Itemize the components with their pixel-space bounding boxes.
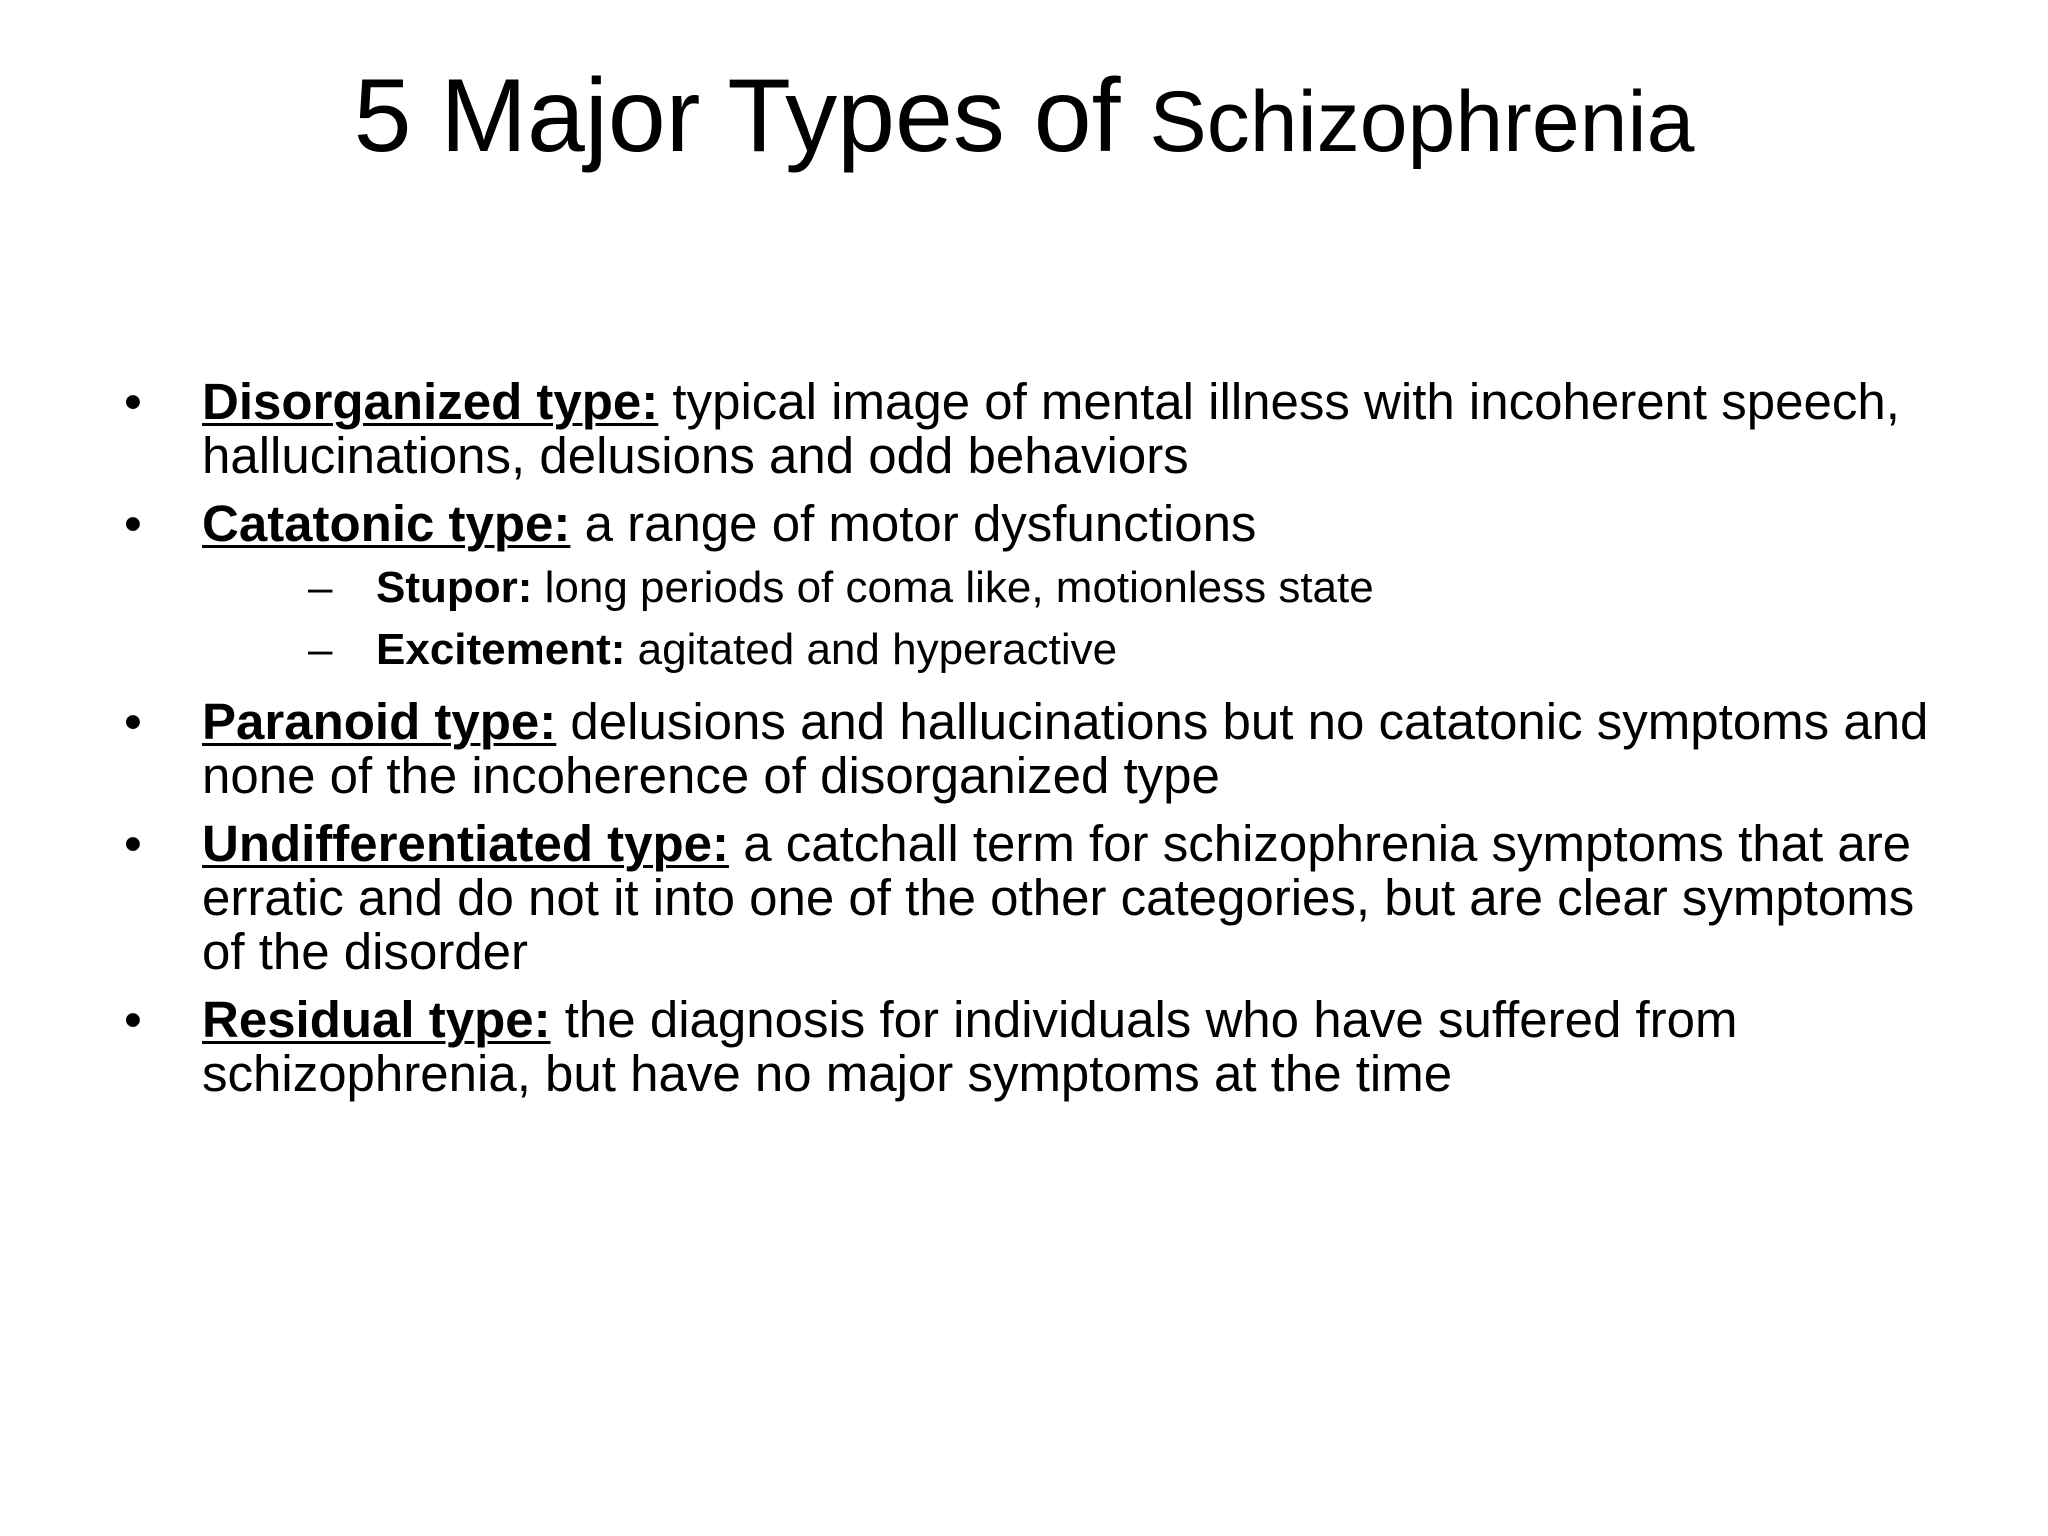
bullet-text: delusions and hallucinations but no catatonic symptoms and none of the incoherence of disorganized type [202, 693, 1929, 804]
bullet-term: Undifferentiated type: [202, 815, 730, 872]
bullet-text: typical image of mental illness with incoherent speech, hallucinations, delusions and odd behaviors [202, 373, 1900, 484]
bullet-term: Disorganized type: [202, 373, 659, 430]
sub-term: Stupor: [376, 563, 533, 612]
bullet-term: Paranoid type: [202, 693, 557, 750]
bullet-text: the diagnosis for individuals who have suffered from schizophrenia, but have no major symptoms at the time [202, 991, 1738, 1102]
slide-title-main: 5 Major Types of [353, 58, 1121, 174]
bullet-item-disorganized [118, 375, 1948, 483]
slide-title [0, 52, 2048, 186]
dash-marker: – [308, 625, 333, 674]
bullet-dot: • [124, 373, 142, 430]
bullet-text: a range of motor dysfunctions [584, 495, 1257, 552]
sub-list [202, 557, 1948, 681]
bullet-dot: • [124, 815, 142, 872]
bullet-item-catatonic [118, 497, 1948, 681]
bullet-item-undifferentiated [118, 817, 1948, 979]
sub-term: Excitement: [376, 625, 626, 674]
sub-item-stupor [202, 557, 1948, 619]
bullet-dot: • [124, 991, 142, 1048]
bullet-text: a catchall term for schizophrenia symptoms that are erratic and do not it into one of the other categories, but are clear symptoms of the disorder [202, 815, 1915, 980]
bullet-list [118, 375, 1948, 1115]
bullet-dot: • [124, 495, 142, 552]
slide-title-tail: Schizophrenia [1149, 74, 1695, 170]
bullet-item-paranoid [118, 695, 1948, 803]
dash-marker: – [308, 563, 333, 612]
sub-text: long periods of coma like, motionless state [544, 563, 1374, 612]
bullet-dot: • [124, 693, 142, 750]
bullet-item-residual [118, 993, 1948, 1101]
sub-item-excitement [202, 619, 1948, 681]
sub-text: agitated and hyperactive [637, 625, 1118, 674]
bullet-term: Residual type: [202, 991, 551, 1048]
bullet-term: Catatonic type: [202, 495, 571, 552]
